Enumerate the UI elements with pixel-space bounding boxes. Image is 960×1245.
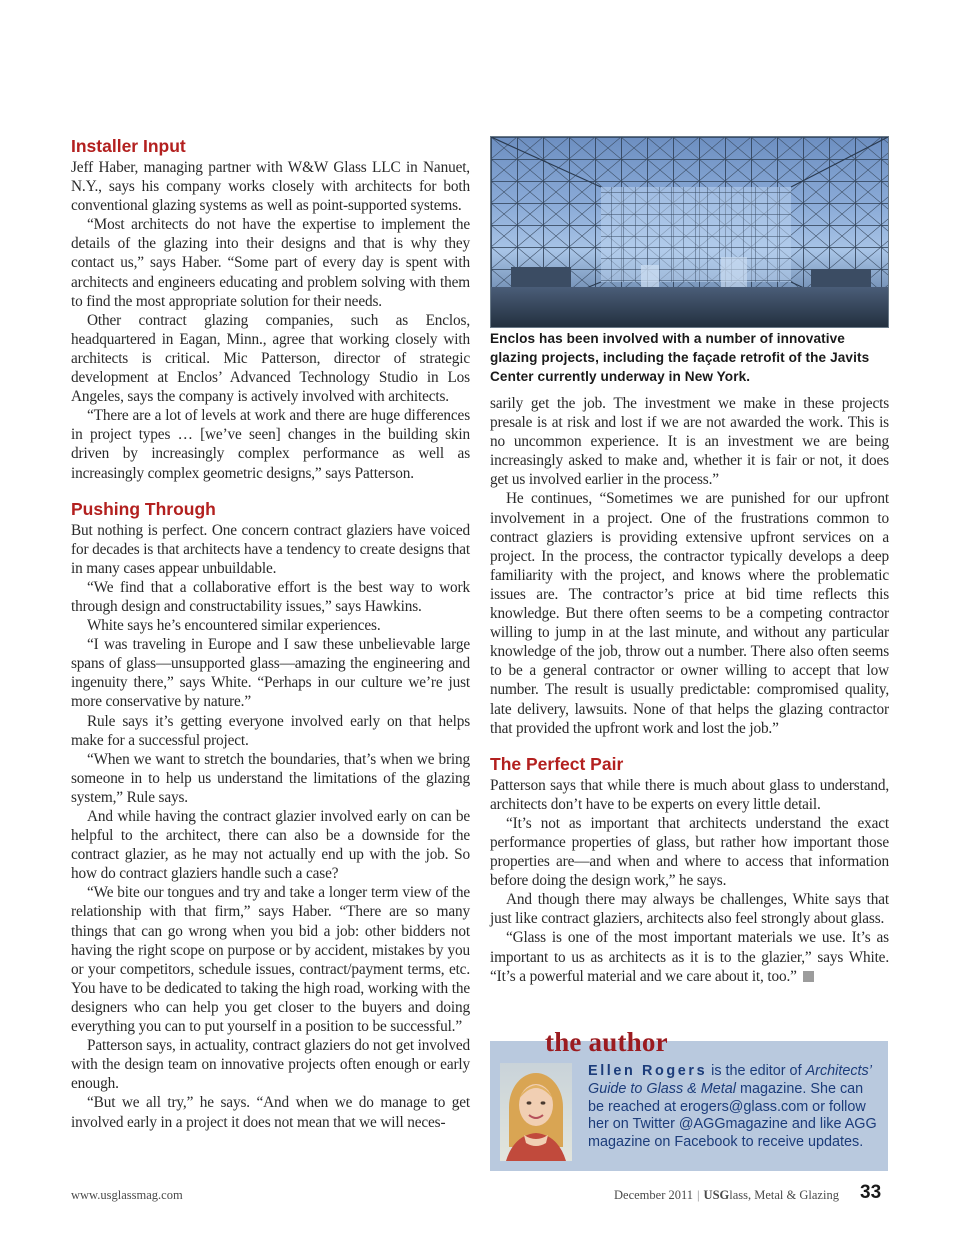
right-column: [490, 136, 889, 986]
footer-separator: |: [697, 1188, 700, 1202]
paragraph: Patterson says, in actuality, contract glaziers do not get involved with the design team on innovative projects often enough or early enough.: [71, 1037, 470, 1093]
left-column: [71, 136, 470, 1132]
glass-atrium-illustration: [491, 137, 888, 327]
author-portrait-illustration: [500, 1063, 572, 1161]
paragraph: “When we want to stretch the boundaries, that’s when we bring someone in to help us understand the limitations of the glazing system,” Rule says.: [71, 750, 470, 806]
paragraph: Patterson says that while there is much about glass to understand, architects don’t have to be experts on every little detail.: [490, 776, 889, 813]
paragraph: “I was traveling in Europe and I saw these unbelievable large spans of glass—unsupported glass—amazing the engineering and ingenuity there,” says White. “Perhaps in our culture we’re just more conservative by nature.”: [71, 636, 470, 711]
author-portrait: [500, 1063, 572, 1161]
section-heading-pushing-through: Pushing Through: [71, 498, 216, 519]
page-number: 33: [860, 1182, 882, 1203]
paragraph: “But we all try,” he says. “And when we do manage to get involved early in a project it does not mean that we will neces-: [71, 1094, 470, 1131]
paragraph: “We find that a collaborative effort is the best way to work through design and constructability issues,” says Hawkins.: [71, 578, 470, 615]
javits-center-photo: [490, 136, 889, 328]
section-heading-perfect-pair: The Perfect Pair: [490, 753, 624, 774]
author-bio-publication: Architects’ Guide to Glass & Metal: [588, 1063, 872, 1097]
paragraph: “It’s not as important that architects understand the exact performance properties of glass, but rather how important those properties are—and when and where to access that information before doing the design work,” he says.: [490, 814, 889, 890]
footer-website: www.usglassmag.com: [71, 1188, 183, 1202]
footer-magazine: lass, Metal & Glazing: [729, 1188, 839, 1202]
author-box: [490, 1027, 888, 1171]
paragraph: sarily get the job. The investment we make in these projects presale is at risk and lost if we are not awarded the work. This is no uncommon experience. It is an investment we are being increasingly asked to make and, whether it is fair or not, it does get us involved earlier in the process.”: [490, 395, 889, 489]
footer-date: December 2011: [614, 1188, 694, 1202]
photo-caption: Enclos has been involved with a number of innovative glazing projects, including the façade retrofit of the Javits Center currently underway in New York.: [490, 331, 870, 384]
paragraph-text: “Glass is one of the most important materials we use. It’s as important to us as architects as it is to the glazier,” says White. “It’s a powerful material and we care about it, too.”: [490, 929, 889, 985]
author-bio-text: magazine. She can be reached at erogers@glass.com or follow her on Twitter @AGGmagazine and like AGG magazine on Facebook to receive updates.: [588, 1080, 877, 1151]
paragraph: White says he’s encountered similar experiences.: [87, 617, 381, 635]
author-name: Ellen Rogers: [588, 1063, 708, 1079]
paragraph: “We bite our tongues and try and take a longer term view of the relationship with that firm,” says Haber. “There are so many things that can go wrong when you bid a job: other bidders not having the right scope on purpose or by accident, mistakes by you or your competitors, schedule issues, contract/payment terms, etc. You have to be dedicated to taking the high road, working with the designers who can help you get closer to the buyers and doing everything you can to put yourself in a position to be successful.”: [71, 884, 470, 1036]
paragraph: Other contract glazing companies, such as Enclos, headquartered in Eagan, Minn., agree that working closely with architects is critical. Mic Patterson, director of strategic development at Enclos’ Advanced Technology Studio in Los Angeles, says the company is actively involved with architects.: [71, 311, 470, 406]
paragraph: “There are a lot of levels at work and there are huge differences in project types … [we’ve seen] changes in the building skin driven by increasingly complex performance as well as increasingly complex geometric designs,” says Patterson.: [71, 407, 470, 482]
section-heading-installer-input: Installer Input: [71, 136, 186, 156]
end-of-article-mark-icon: [803, 971, 814, 982]
paragraph: But nothing is perfect. One concern contract glaziers have voiced for decades is that architects have a tendency to create designs that in many cases appear unbuildable.: [71, 521, 470, 577]
author-bio-text: is the editor of: [707, 1063, 806, 1079]
paragraph: [490, 928, 889, 985]
author-box-title: the author: [545, 1027, 668, 1057]
footer-brand: USG: [703, 1188, 730, 1202]
footer-issue: [614, 1188, 839, 1203]
paragraph: And while having the contract glazier involved early on can be helpful to the architect, there can also be a downside for the contract glazier, as he may not actually end up with the job. So how do contract glaziers handle such a case?: [71, 808, 470, 883]
paragraph: Jeff Haber, managing partner with W&W Glass LLC in Nanuet, N.Y., says his company works closely with architects for both conventional glazing systems as well as point-supported systems.: [71, 159, 470, 215]
paragraph: And though there may always be challenges, White says that just like contract glaziers, architects also feel strongly about glass.: [490, 891, 889, 928]
paragraph: He continues, “Sometimes we are punished for our upfront involvement in a project. One of the frustrations common to contract glaziers is providing extensive upfront services on a project. In the process, the contractor typically develops a deep familiarity with the project, and knows where the problematic issues are. The contractor’s price at bid time reflects this knowledge. But there often seems to be a competing contractor willing to jump in at the last minute, and without any particular knowledge of the job, throw out a number. There also often seems to be a general contractor or owner willing to accept that low number. The result is usually predictable: compromised quality, late delivery, lawsuits. None of that helps the glazing contractor that provided the upfront work and lost the job.”: [490, 490, 889, 737]
author-bio: [588, 1063, 880, 1152]
paragraph: Rule says it’s getting everyone involved early on that helps make for a successful project.: [71, 712, 470, 749]
paragraph: “Most architects do not have the expertise to implement the details of the glazing into their designs and that is why they contact us,” says Haber. “Some part of every day is spent with architects and engineers educating and problem solving with them to find the most appropriate solution for their needs.: [71, 216, 470, 310]
